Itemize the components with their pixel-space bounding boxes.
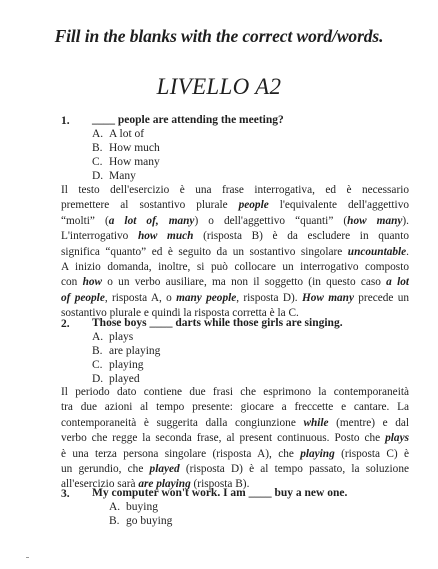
question-1-text: ____ people are attending the meeting? bbox=[92, 114, 284, 126]
option-text: A lot of bbox=[109, 128, 145, 140]
explanation-line: tra due azioni al tempo presente: giocare a freccette e cantare. La bbox=[61, 401, 409, 414]
explanation-line: con how o un verbo ausiliare, ma non il soggetto (in questo caso a lot bbox=[61, 276, 409, 289]
explanation-line: Il periodo dato contiene due frasi che esprimono la contemporaneità bbox=[61, 386, 409, 398]
explanation-line: L'interrogativo how much (risposta B) è da escludere in quanto bbox=[61, 230, 409, 243]
option-text: playing bbox=[109, 359, 144, 371]
explanation-line: sostantivo plurale e quindi la risposta corretta è la C. bbox=[61, 307, 299, 320]
question-2-option-b bbox=[92, 345, 160, 357]
question-1-option-c bbox=[92, 156, 160, 168]
question-1-explanation bbox=[61, 183, 409, 322]
question-2-option-a bbox=[92, 331, 133, 343]
option-text: go buying bbox=[126, 515, 173, 527]
option-letter: C. bbox=[92, 156, 103, 168]
question-2-text: Those boys ____ darts while those girls are singing. bbox=[92, 317, 343, 329]
question-2-number: 2. bbox=[61, 318, 70, 330]
explanation-line: un gerundio, che played (risposta D) è al tempo passato, la soluzione bbox=[61, 462, 409, 475]
explanation-line: contemporaneità è suggerita dalla congiunzione while (mentre) e dal bbox=[61, 416, 409, 429]
option-letter: B. bbox=[109, 515, 120, 527]
explanation-line: all'esercizio sarà are playing (risposta B). bbox=[61, 478, 250, 491]
explanation-line: of people, risposta A, o many people, risposta D). How many precede un bbox=[61, 291, 409, 304]
option-letter: C. bbox=[92, 359, 103, 371]
option-text: buying bbox=[126, 501, 158, 513]
option-letter: B. bbox=[92, 345, 103, 357]
option-text: are playing bbox=[109, 345, 161, 357]
question-3-option-a bbox=[109, 501, 158, 513]
option-text: How many bbox=[109, 156, 160, 168]
question-1-option-a bbox=[92, 128, 144, 140]
question-2-explanation bbox=[61, 385, 409, 493]
explanation-line: premettere al sostantivo plurale people l'equivalente dell'aggettivo bbox=[61, 199, 409, 212]
option-letter: A. bbox=[109, 501, 121, 513]
option-letter: A. bbox=[92, 128, 104, 140]
explanation-line: è una terza persona singolare (risposta A), che playing (risposta C) è bbox=[61, 447, 409, 460]
option-text: played bbox=[109, 373, 140, 385]
question-3-option-b bbox=[109, 515, 172, 527]
question-2-option-d bbox=[92, 373, 140, 385]
option-letter: D. bbox=[92, 373, 104, 385]
question-3-text: My computer won't work. I am ____ buy a new one. bbox=[92, 487, 348, 499]
explanation-line: verbo che regge la seconda frase, al present continuous. Posto che plays bbox=[61, 432, 409, 445]
explanation-line: “molti” (a lot of, many) o dell'aggettivo “quanti” (how many). bbox=[61, 214, 409, 227]
explanation-line: Il testo dell'esercizio è una frase interrogativa, ed è necessario bbox=[61, 184, 409, 196]
option-letter: B. bbox=[92, 142, 103, 154]
question-1-option-d bbox=[92, 170, 136, 182]
level-title: LIVELLO A2 bbox=[156, 74, 282, 99]
option-letter: A. bbox=[92, 331, 104, 343]
option-text: plays bbox=[109, 331, 134, 343]
question-1-option-b bbox=[92, 142, 160, 154]
explanation-line: significa “quanto” ed è seguito da un sostantivo singolare uncountable. bbox=[61, 245, 409, 258]
page-header: Fill in the blanks with the correct word/words. bbox=[54, 26, 384, 46]
option-text: Many bbox=[109, 170, 136, 182]
question-1-number: 1. bbox=[61, 115, 70, 127]
question-3-number: 3. bbox=[61, 488, 70, 500]
option-text: How much bbox=[109, 142, 160, 154]
option-letter: D. bbox=[92, 170, 104, 182]
page-edge-mark bbox=[26, 557, 29, 558]
question-2-option-c bbox=[92, 359, 144, 371]
explanation-line: A inizio domanda, inoltre, si può collocare un interrogativo composto bbox=[61, 260, 409, 273]
